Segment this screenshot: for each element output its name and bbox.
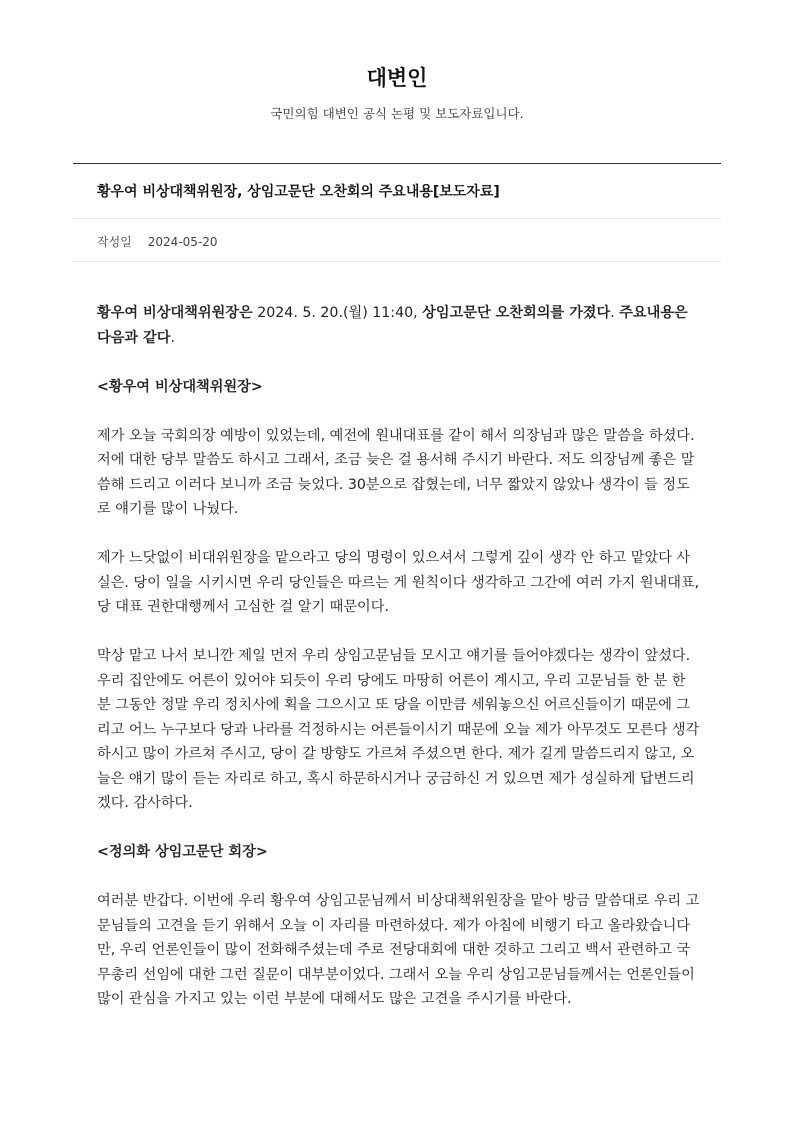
intro-bold-3: 주요내용은 다음과 같다 — [97, 305, 688, 346]
site-subtitle: 국민의힘 대변인 공식 논평 및 보도자료입니다. — [270, 106, 524, 121]
post-title: 황우여 비상대책위원장, 상임고문단 오찬회의 주요내용[보도자료] — [97, 184, 500, 200]
header-divider — [73, 163, 721, 164]
post-meta — [97, 233, 218, 250]
date-label: 작성일 — [97, 235, 132, 249]
intro-bold-1: 황우여 비상대책위원장은 — [97, 305, 253, 321]
site-title: 대변인 — [366, 66, 428, 90]
section-heading-jeong: <정의화 상임고문단 회장> — [97, 844, 268, 860]
paragraph: 막상 맡고 나서 보니깐 제일 먼저 우리 상임고문님들 모시고 얘기를 들어야겠다는 생각이 앞섰다. 우리 집안에도 어른이 있어야 되듯이 우리 당에도 마땅히 어른이 계시고, 우리 고문님들 한 분 한 분 그동안 정말 우리 정치사에 획을 그으시고 또 당을 이만큼 세워놓으신 어르신들이기 때문에 그리고 어느 누구보다 당과 나라를 걱정하시는 어른들이시기 때문에 오늘 제가 아무것도 모른다 생각하시고 많이 가르쳐 주시고, 당이 갈 방향도 가르쳐 주셨으면 한다. 제가 길게 말씀드리지 않고, 오늘은 얘기 많이 듣는 자리로 하고, 혹시 하문하시거나 궁금하신 거 있으면 제가 성실하게 답변드리겠다. 감사하다. — [97, 648, 700, 811]
paragraph: 제가 오늘 국회의장 예방이 있었는데, 예전에 원내대표를 같이 해서 의장님과 많은 말씀을 하셨다. 저에 대한 당부 말씀도 하시고 그래서, 조금 늦은 걸 용서해 주시기 바란다. 저도 의장님께 좋은 말씀해 드리고 이러다 보니까 조금 늦었다. 30분으로 잡혔는데, 너무 짧았지 않았나 생각이 들 정도로 얘기를 많이 나눴다. — [97, 427, 695, 517]
paragraph: 제가 느닷없이 비대위원장을 맡으라고 당의 명령이 있으셔서 그렇게 깊이 생각 안 하고 맡았다 사실은. 당이 일을 시키시면 우리 당인들은 따르는 게 원칙이다 생각하고 그간에 여러 가지 원내대표, 당 대표 권한대행께서 고심한 걸 알기 때문이다. — [97, 550, 700, 615]
title-divider — [73, 218, 721, 219]
article-body — [97, 301, 701, 1036]
meta-divider — [73, 261, 721, 262]
intro-text-1: 2024. 5. 20.(월) 11:40, — [252, 305, 423, 321]
section-heading-hwang: <황우여 비상대책위원장> — [97, 378, 263, 395]
intro-paragraph — [97, 301, 701, 350]
date-value: 2024-05-20 — [147, 235, 218, 249]
intro-bold-2: 상임고문단 오찬회의를 가졌다 — [422, 305, 611, 321]
intro-text-3: . — [170, 329, 175, 346]
intro-text-2: . — [610, 305, 620, 321]
paragraph: 여러분 반갑다. 이번에 우리 황우여 상임고문님께서 비상대책위원장을 맡아 방금 말씀대로 우리 고문님들의 고견을 듣기 위해서 오늘 이 자리를 마련하셨다. 제가 아침에 비행기 타고 올라왔습니다만, 우리 언론인들이 많이 전화해주셨는데 주로 전당대회에 대한 것하고 그리고 백서 관련하고 국무총리 선임에 대한 그런 질문이 대부분이었다. 그래서 오늘 우리 상임고문님들께서는 언론인들이 많이 관심을 가지고 있는 이런 부분에 대해서도 많은 고견을 주시기를 바란다. — [97, 893, 700, 1007]
